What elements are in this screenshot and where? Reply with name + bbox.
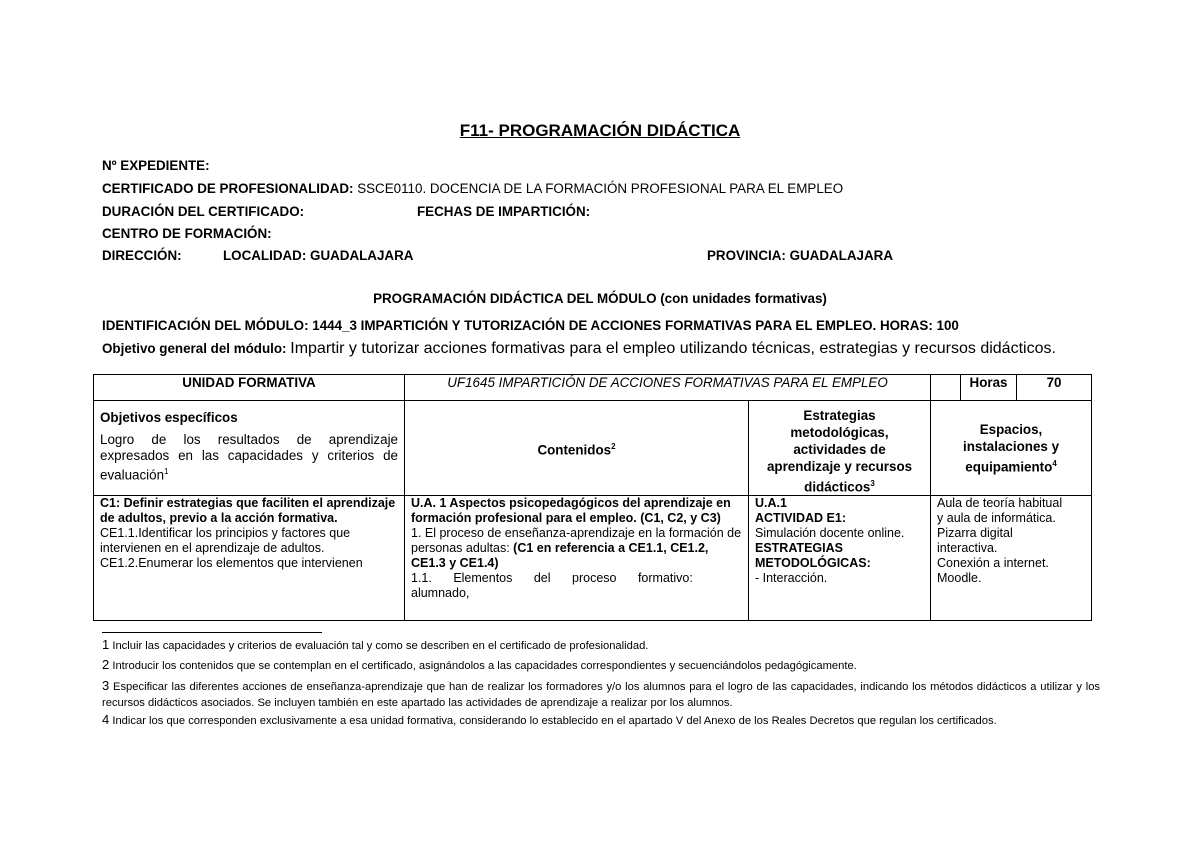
- interaccion-item: - Interacción.: [755, 571, 828, 586]
- col-espacios-header: [931, 401, 1092, 496]
- table-row: [94, 496, 1092, 621]
- estrategias-label: ESTRATEGIAS: [755, 541, 843, 556]
- capacidad-c1: C1: Definir estrategias que faciliten el aprendizaje de adultos, previo a la acción formativa.: [100, 496, 396, 526]
- header-spacer: [931, 375, 961, 401]
- footnote-4-text: Indicar los que corresponden exclusivamente a esa unidad formativa, considerando lo establecido en el apartado V del Anexo de los Reales Decretos que regulan los certificados.: [112, 715, 997, 727]
- unidad-aprendizaje-1: U.A. 1 Aspectos psicopedagógicos del aprendizaje en formación profesional para el empleo. (C1, C2, y C3): [411, 496, 731, 526]
- col-estrategias-header: [749, 401, 931, 496]
- duracion-label: DURACIÓN DEL CERTIFICADO:: [102, 204, 305, 219]
- footnote-1-text: Incluir las capacidades y criterios de evaluación tal y como se describen en el certificado de profesionalidad.: [112, 640, 649, 652]
- col-objetivos-desc: [100, 432, 398, 483]
- certificado-line: [102, 181, 843, 196]
- expediente-label: Nº EXPEDIENTE:: [102, 158, 210, 173]
- espacio-5: Conexión a internet.: [937, 556, 1049, 571]
- col-espacios-title: Espacios, instalaciones y equipamiento: [963, 422, 1060, 475]
- footnote-divider: [102, 632, 322, 633]
- fechas-label: FECHAS DE IMPARTICIÓN:: [417, 204, 591, 219]
- localidad: LOCALIDAD: GUADALAJARA: [223, 248, 414, 263]
- footnote-ref-1: 1: [164, 467, 169, 476]
- actividad-e1: ACTIVIDAD E1:: [755, 511, 846, 526]
- direccion-label: DIRECCIÓN:: [102, 248, 182, 263]
- horas-label: Horas: [961, 375, 1017, 401]
- criterio-ce12: CE1.2.Enumerar los elementos que intervienen: [100, 556, 363, 571]
- espacio-1: Aula de teoría habitual: [937, 496, 1063, 511]
- espacios-cell: [931, 496, 1092, 621]
- footnote-ref-3: 3: [870, 479, 875, 488]
- footnote-4-number: 4: [102, 712, 110, 727]
- certificado-value: SSCE0110. DOCENCIA DE LA FORMACIÓN PROFESIONAL PARA EL EMPLEO: [357, 181, 844, 196]
- programming-table: [93, 374, 1092, 621]
- section-title: PROGRAMACIÓN DIDÁCTICA DEL MÓDULO (con unidades formativas): [373, 291, 827, 306]
- footnote-3-number: 3: [102, 678, 110, 693]
- table-header-row: [94, 375, 1092, 401]
- footnote-1: [102, 637, 1100, 654]
- criterio-ce11: CE1.1.Identificar los principios y factores que intervienen en el aprendizaje de adultos.: [100, 526, 351, 556]
- espacio-2: y aula de informática.: [937, 511, 1056, 526]
- centro-label: CENTRO DE FORMACIÓN:: [102, 226, 272, 241]
- contenido-1: [411, 526, 742, 571]
- module-identification: IDENTIFICACIÓN DEL MÓDULO: 1444_3 IMPARTICIÓN Y TUTORIZACIÓN DE ACCIONES FORMATIVAS PARA EL EMPLEO. HORAS: 100: [102, 318, 959, 333]
- col-estrategias-title: Estrategias metodológicas, actividades de aprendizaje y recursos didácticos: [766, 408, 913, 495]
- footnote-ref-4: 4: [1052, 459, 1057, 468]
- col-objetivos-title: Objetivos específicos: [100, 410, 238, 425]
- col-objetivos-header: [94, 401, 405, 496]
- footnote-2-text: Introducir los contenidos que se contemplan en el certificado, asignándolos a las capacidades correspondientes y secuenciándolos pedagógicamente.: [112, 660, 857, 672]
- col-objetivos-desc-text: Logro de los resultados de aprendizaje expresados en las capacidades y criterios de evaluación: [100, 432, 398, 483]
- simulacion-docente: Simulación docente online.: [755, 526, 905, 541]
- footnote-3: [102, 678, 1100, 711]
- page-title: F11- PROGRAMACIÓN DIDÁCTICA: [459, 121, 741, 140]
- espacio-6: Moodle.: [937, 571, 982, 586]
- contenido-1-text: 1. El proceso de enseñanza-aprendizaje en la formación de personas adultas:: [411, 526, 742, 556]
- estrategias-cell: [749, 496, 931, 621]
- footnote-1-number: 1: [102, 637, 110, 652]
- uf-name: UF1645 IMPARTICIÓN DE ACCIONES FORMATIVAS PARA EL EMPLEO: [405, 375, 931, 401]
- col-contenidos-title: Contenidos: [537, 442, 612, 458]
- uf-label: UNIDAD FORMATIVA: [94, 375, 405, 401]
- footnote-4: [102, 712, 1100, 729]
- footnote-3-text: Especificar las diferentes acciones de enseñanza-aprendizaje que han de realizar los formadores y/o los alumnos para el logro de las capacidades, indicando los métodos didácticos a utilizar y los recursos didácticos asociados. Se incluyen también en este apartado las actividades de aprendizaje a realizar por los alumnos.: [102, 681, 1101, 709]
- espacio-4: interactiva.: [937, 541, 998, 556]
- footnote-2-number: 2: [102, 657, 110, 672]
- ua-1-label: U.A.1: [755, 496, 787, 511]
- objective-text: Impartir y tutorizar acciones formativas para el empleo utilizando técnicas, estrategias y recursos didácticos.: [290, 340, 1056, 357]
- footnote-ref-2: 2: [611, 442, 616, 451]
- contenido-1-ref: (C1 en referencia a CE1.1, CE1.2, CE1.3 y CE1.4): [411, 541, 709, 571]
- contenidos-cell: [405, 496, 749, 621]
- metodologicas-label: METODOLÓGICAS:: [755, 556, 871, 571]
- contenido-1-1: 1.1. Elementos del proceso formativo: alumnado,: [411, 571, 693, 601]
- module-objective: [102, 340, 1056, 358]
- column-header-row: [94, 401, 1092, 496]
- provincia: PROVINCIA: GUADALAJARA: [707, 248, 893, 263]
- objetivos-cell: [94, 496, 405, 621]
- espacio-3: Pizarra digital: [937, 526, 1013, 541]
- col-contenidos-header: [405, 401, 749, 496]
- footnote-2: [102, 657, 1100, 674]
- horas-value: 70: [1017, 375, 1092, 401]
- objective-label: Objetivo general del módulo:: [102, 341, 287, 356]
- certificado-label: CERTIFICADO DE PROFESIONALIDAD:: [102, 181, 354, 196]
